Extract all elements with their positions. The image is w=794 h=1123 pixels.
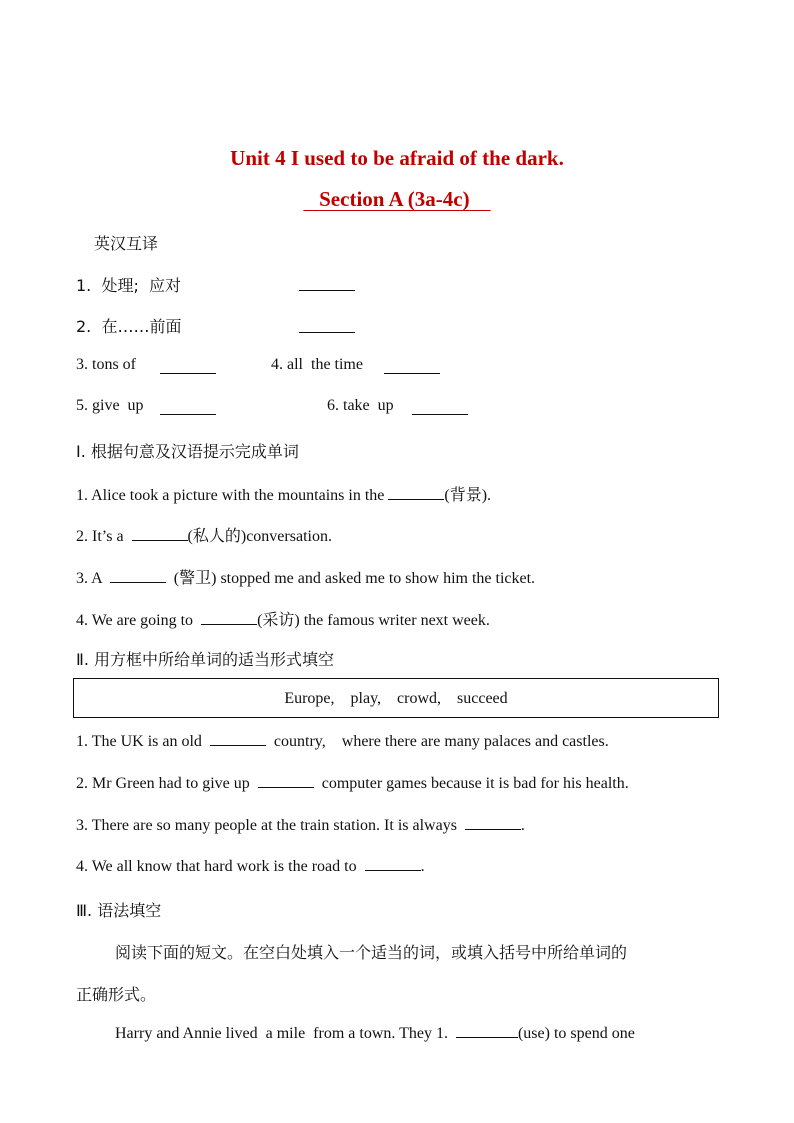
part2-heading: Ⅱ. 用方框中所给单词的适当形式填空 [76, 650, 335, 669]
part1-q3-hint: (警卫) stopped me and asked me to show him the ticket. [173, 570, 536, 587]
part2-question-2 [76, 773, 629, 793]
part3-passage-text-end: (use) to spend one [517, 1025, 635, 1042]
part1-heading: Ⅰ. 根据句意及汉语提示完成单词 [76, 442, 299, 461]
vocab-item-3-blank[interactable] [160, 359, 216, 379]
part1-q4-hint: (采访) the famous writer next week. [257, 612, 490, 629]
part2-question-1 [76, 731, 609, 751]
part3-instruction-line-2: 正确形式。 [76, 985, 157, 1004]
vocab-heading: 英汉互译 [94, 234, 159, 253]
vocab-item-5-label: 5. give up [76, 397, 144, 414]
part1-question-2 [76, 523, 332, 546]
part1-q3-blank[interactable] [110, 568, 166, 583]
vocab-item-6-label: 6. take up [327, 397, 394, 414]
section-title-text: Section A (3a-4c) [319, 187, 470, 211]
word-box: Europe, play, crowd, succeed [73, 678, 719, 718]
vocab-item-6-blank[interactable] [412, 400, 468, 420]
part2-q1-text: 1. The UK is an old [76, 733, 202, 750]
part3-passage [115, 1023, 635, 1043]
vocab-item-1-blank[interactable] [299, 276, 355, 296]
unit-title: Unit 4 I used to be afraid of the dark. [230, 146, 564, 170]
part2-q2-blank[interactable] [258, 773, 314, 788]
part1-q1-hint: (背景). [444, 487, 492, 504]
part3-passage-text: Harry and Annie lived a mile from a town. They 1. [115, 1025, 448, 1042]
vocab-item-3-label: 3. tons of [76, 356, 136, 373]
part1-q2-blank[interactable] [132, 526, 188, 541]
part1-q1-blank[interactable] [388, 485, 444, 500]
part3-heading: Ⅲ. 语法填空 [76, 901, 162, 920]
part1-q2-text: 2. It’s a [76, 528, 124, 545]
vocab-item-2-blank[interactable] [299, 318, 355, 338]
part3-instruction-line-1: 阅读下面的短文。在空白处填入一个适当的词，或填入括号中所给单词的 [115, 943, 628, 962]
vocab-item-5-blank[interactable] [160, 400, 216, 420]
part2-q4-text-end: . [420, 858, 425, 875]
part1-question-4 [76, 607, 490, 630]
part2-question-4 [76, 856, 425, 876]
part1-q2-hint: (私人的)conversation. [187, 528, 332, 545]
vocab-item-4-label: 4. all the time [271, 356, 363, 373]
part1-q1-text: 1. Alice took a picture with the mountains in the [76, 487, 385, 504]
vocab-item-4-blank[interactable] [384, 359, 440, 379]
part1-question-3 [76, 565, 535, 588]
part2-question-3 [76, 815, 525, 835]
part1-q4-text: 4. We are going to [76, 612, 194, 629]
part2-q4-blank[interactable] [365, 856, 421, 871]
part2-q3-text: 3. There are so many people at the train station. It is always [76, 817, 457, 834]
part2-q1-blank[interactable] [210, 731, 266, 746]
part2-q1-text-end: country, where there are many palaces and castles. [273, 733, 609, 750]
part2-q3-text-end: . [520, 817, 525, 834]
part2-q4-text: 4. We all know that hard work is the road to [76, 858, 357, 875]
vocab-item-2-label: 2. 在……前面 [76, 317, 182, 336]
section-title [0, 187, 794, 212]
part2-q2-text: 2. Mr Green had to give up [76, 775, 250, 792]
part2-q2-text-end: computer games because it is bad for his health. [321, 775, 629, 792]
part2-q3-blank[interactable] [465, 815, 521, 830]
part3-blank-1[interactable] [456, 1023, 518, 1038]
part1-q3-text: 3. A [76, 570, 102, 587]
part1-q4-blank[interactable] [201, 610, 257, 625]
vocab-item-1-label: 1. 处理; 应对 [76, 276, 182, 295]
part1-question-1 [76, 482, 491, 505]
